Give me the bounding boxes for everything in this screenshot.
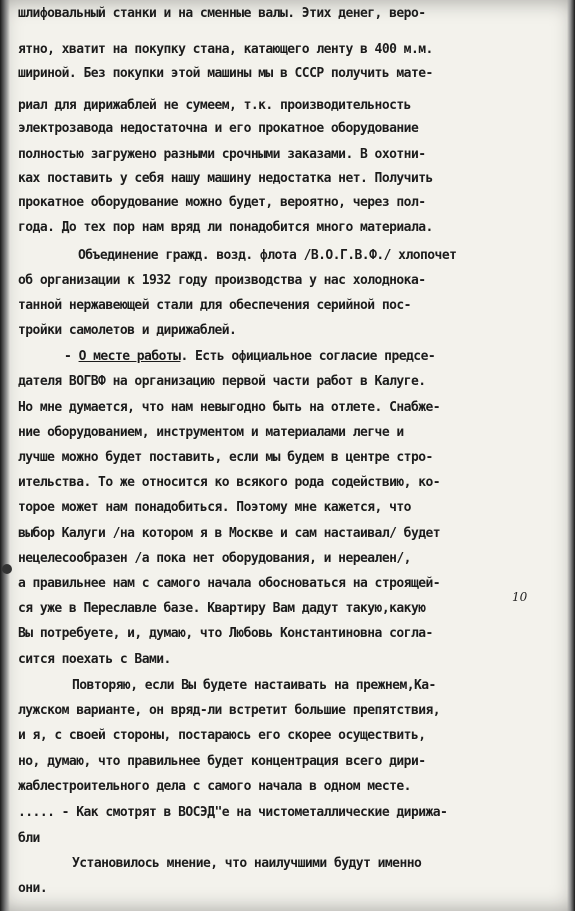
- text-line: ся уже в Переславле базе. Квартиру Вам дадут такую,какую: [18, 601, 426, 616]
- text-line: ках поставить у себя нашу машину недостатка нет. Получить: [18, 171, 433, 186]
- scan-edge-left: [0, 0, 10, 911]
- scan-edge-right: [567, 0, 575, 911]
- text-line: выбор Калуги /на котором я в Москве и сам настаивал/ будет: [18, 526, 441, 541]
- text-line: об организации к 1932 году производства у нас холоднока-: [18, 273, 426, 288]
- text-line: но, думаю, что правильнее будет концентрация всего дири-: [18, 754, 426, 769]
- text-line: нецелесообразен /а пока нет оборудования, и нереален/,: [18, 551, 411, 566]
- text-line: прокатное оборудование можно будет, вероятно, через пол-: [18, 195, 426, 210]
- text-line: ние оборудованием, инструментом и материалами легче и: [18, 425, 404, 440]
- text-line: ительства. То же относится ко всякого рода содействию, ко-: [18, 475, 441, 490]
- text-line: сится поехать с Вами.: [18, 652, 171, 667]
- text-line: шлифовальный станки и на сменные валы. Этих денег, веро-: [18, 6, 426, 21]
- text-line: ятно, хватит на покупку стана, катающего ленту в 400 м.м.: [18, 42, 433, 57]
- ink-blot: [2, 564, 12, 574]
- text-line: танной нержавеющей стали для обеспечения серийной пос-: [18, 298, 411, 313]
- underlined-heading: О месте работы: [78, 349, 181, 364]
- text-line: Установилось мнение, что наилучшими будут именно: [72, 856, 422, 871]
- text-line: а правильнее нам с самого начала обосноваться на строящей-: [18, 576, 441, 591]
- handwritten-page-mark: 10: [512, 590, 528, 604]
- text-line: дателя ВОГВФ на организацию первой части работ в Калуге.: [18, 374, 426, 389]
- text-line: лучше можно будет поставить, если мы будем в центре стро-: [18, 450, 433, 465]
- text-line: шириной. Без покупки этой машины мы в СССР получить мате-: [18, 66, 433, 81]
- text-line: риал для дирижаблей не сумеем, т.к. производительность: [18, 98, 411, 113]
- text-line: Но мне думается, что нам невыгодно быть на отлете. Снабже-: [18, 400, 441, 415]
- section-heading-line: - О месте работы. Есть официальное согласие предсе-: [64, 349, 436, 364]
- text-line: лужском варианте, он вряд-ли встретит большие препятствия,: [18, 703, 441, 718]
- text-line: ..... - Как смотрят в ВОСЭД"е на чистометаллические дирижа-: [18, 805, 448, 820]
- text-line: полностью загружено разными срочными заказами. В охотни-: [18, 147, 426, 162]
- text-line: Вы потребуете, и, думаю, что Любовь Константиновна согла-: [18, 626, 433, 641]
- text-line: бли: [18, 831, 40, 846]
- text-line: они.: [18, 881, 48, 896]
- text-line: электрозавода недостаточна и его прокатное оборудование: [18, 121, 419, 136]
- text-line: года. До тех пор нам вряд ли понадобится много материала.: [18, 220, 433, 235]
- text-line: и я, с своей стороны, постараюсь его скорее осуществить,: [18, 728, 426, 743]
- text-line: Повторяю, если Вы будете настаивать на прежнем,Ка-: [72, 678, 436, 693]
- text-line: жаблестроительного дела с самого начала в одном месте.: [18, 779, 411, 794]
- text-line: торое может нам понадобиться. Поэтому мне кажется, что: [18, 500, 411, 515]
- text-line: тройки самолетов и дирижаблей.: [18, 323, 237, 338]
- text-line: Объединение гражд. возд. флота /В.О.Г.В.Ф./ хлопочет: [78, 248, 457, 263]
